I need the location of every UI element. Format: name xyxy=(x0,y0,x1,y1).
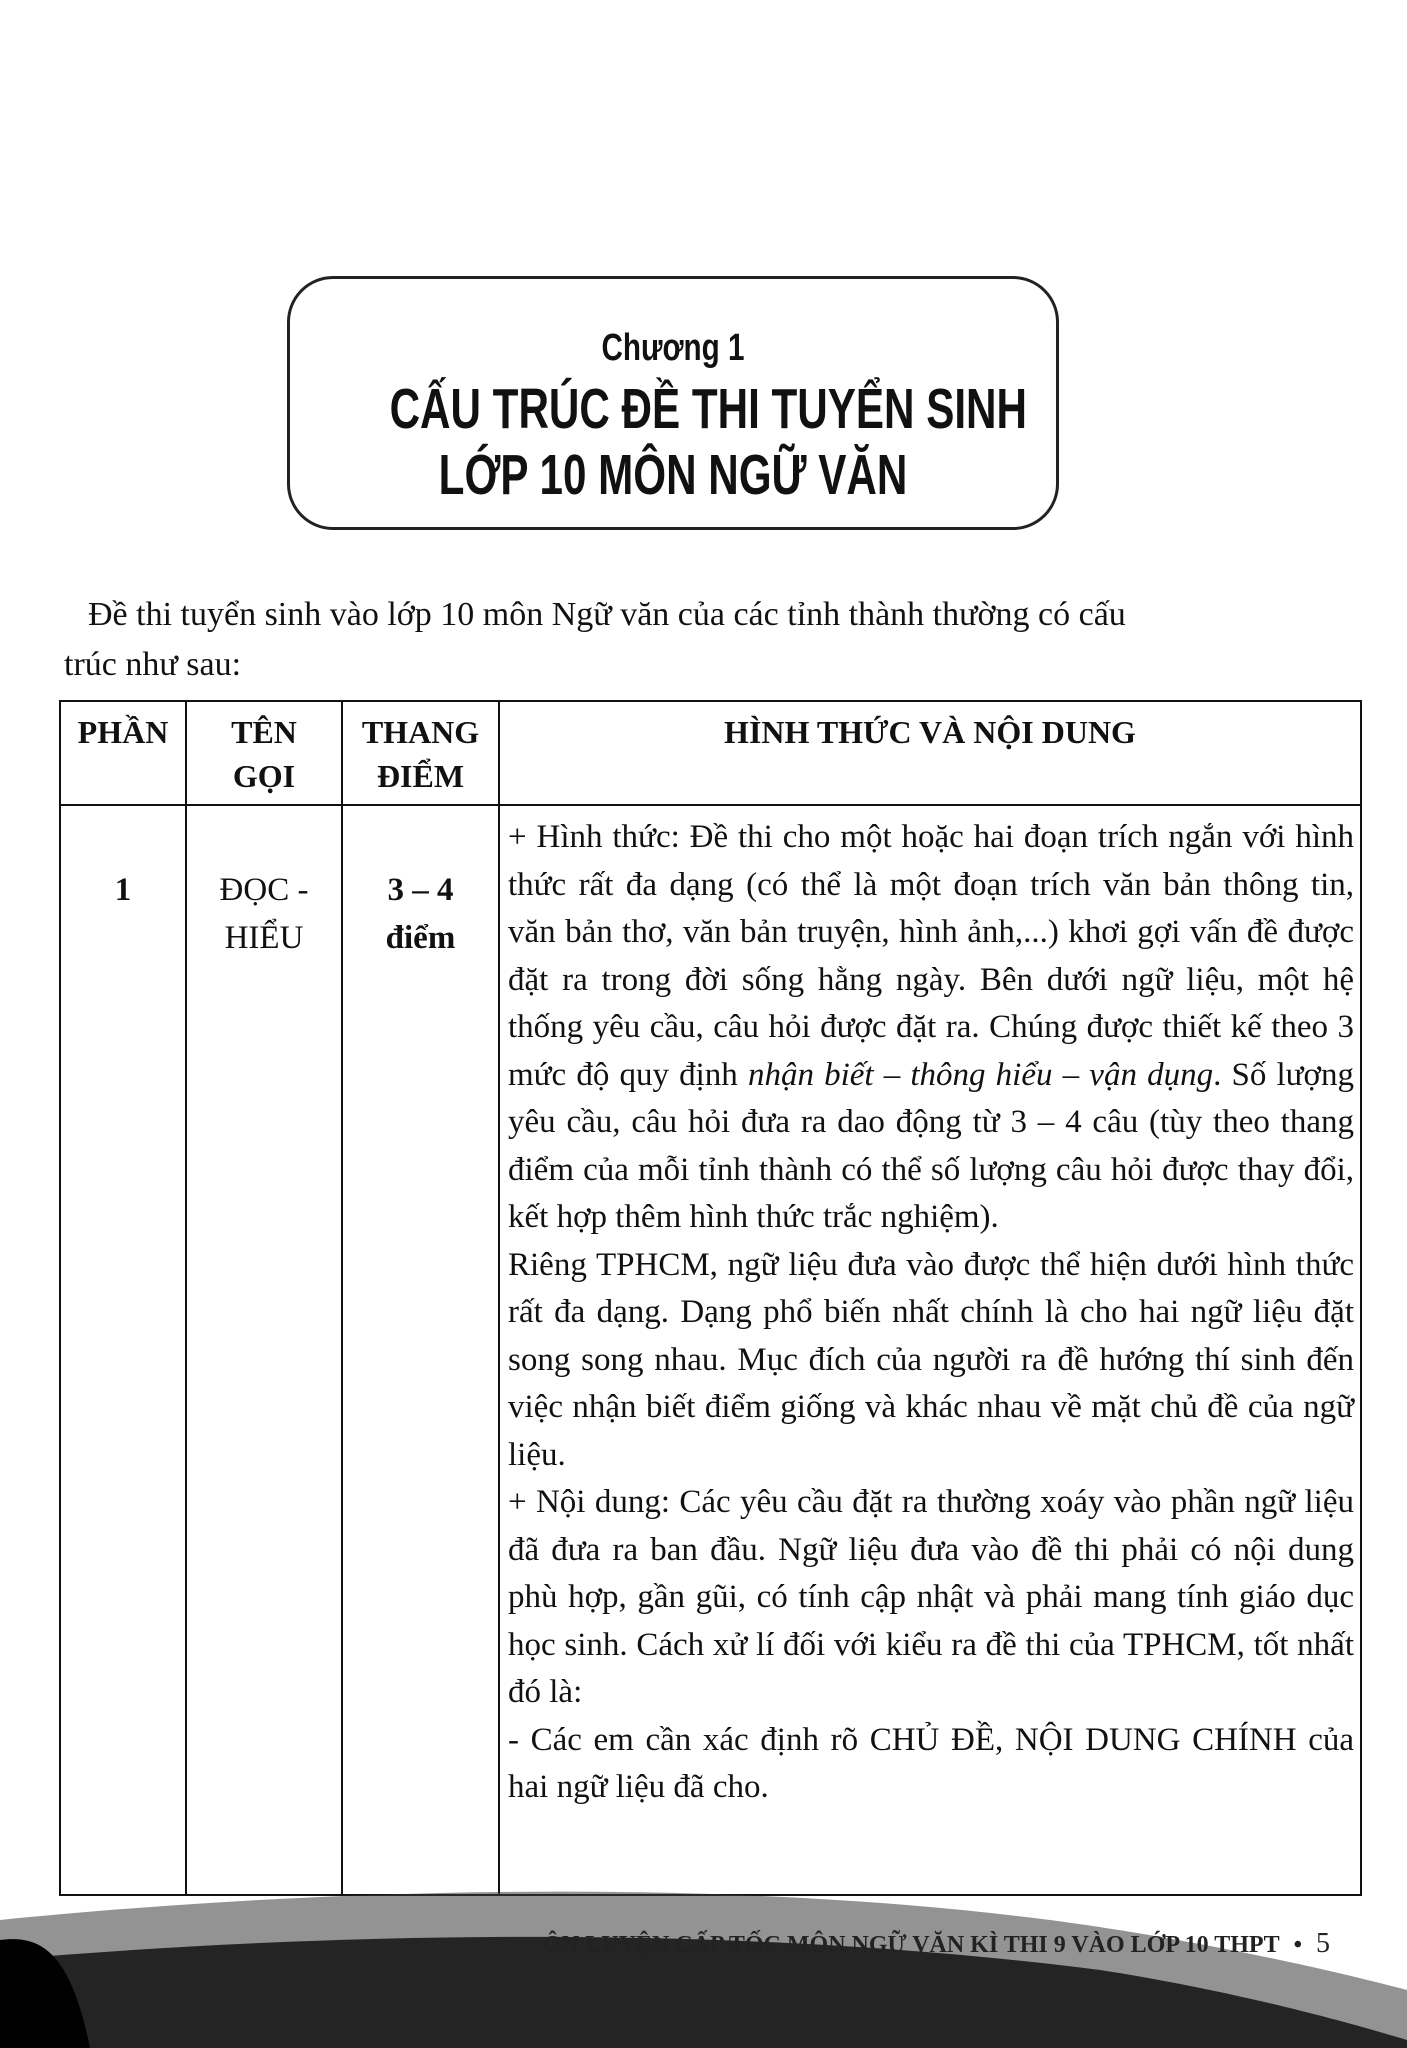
form-text-a: + Hình thức: Đề thi cho một hoặc hai đoạn trích ngắn với hình thức rất đa dạng (có thể là một đoạn trích văn bản thông tin, văn bản thơ, văn bản truyện, hình ảnh,...) khơi gợi vấn đề được đặt ra trong đời sống hằng ngày. Bên dưới ngữ liệu, một hệ thống yêu cầu, câu hỏi được đặt ra. Chúng được thiết kế theo 3 mức độ quy định xyxy=(508,819,1354,1093)
intro-line1: Đề thi tuyển sinh vào lớp 10 môn Ngữ văn của các tỉnh thành thường có cấu xyxy=(88,596,1126,633)
header-name xyxy=(186,701,342,805)
page-footer xyxy=(470,1928,1330,1960)
header-part: PHẦN xyxy=(60,701,186,805)
chapter-label: Chương 1 xyxy=(601,327,745,369)
row1-content xyxy=(499,805,1361,1895)
row1-score xyxy=(342,805,499,1895)
header-score xyxy=(342,701,499,805)
row1-score-line2: điểm xyxy=(385,920,456,956)
row1-name-line2: HIỂU xyxy=(224,920,304,956)
bullet-paragraph: - Các em cần xác định rõ CHỦ ĐỀ, NỘI DUNG CHÍNH của hai ngữ liệu đã cho. xyxy=(508,1721,1354,1805)
chapter-title-line2: LỚP 10 MÔN NGỮ VĂN xyxy=(438,443,908,507)
decorative-footer-swoosh xyxy=(0,1880,1407,2048)
table-row xyxy=(60,805,1361,1895)
table-header-row xyxy=(60,701,1361,805)
form-levels-italic: nhận biết – thông hiểu – vận dụng xyxy=(747,1056,1214,1093)
form-text-b: . Số lượng yêu cầu, câu hỏi đưa ra dao động từ 3 – 4 câu (tùy theo thang điểm của mỗi tỉnh thành có thể số lượng câu hỏi được thay đổi, kết hợp thêm hình thức trắc nghiệm). xyxy=(508,1056,1354,1235)
header-score-line2: ĐIỂM xyxy=(376,758,465,794)
chapter-title-line1: CẤU TRÚC ĐỀ THI TUYỂN SINH xyxy=(389,377,1027,441)
content-paragraph: + Nội dung: Các yêu cầu đặt ra thường xoáy vào phần ngữ liệu đã đưa ra ban đầu. Ngữ liệu đưa vào đề thi phải có nội dung phù hợp, gần gũi, có tính cập nhật và phải mang tính giáo dục học sinh. Cách xử lí đối với kiểu ra đề thi của TPHCM, tốt nhất đó là: xyxy=(508,1484,1354,1710)
row1-part: 1 xyxy=(60,805,186,1895)
row1-score-line1: 3 – 4 xyxy=(387,872,454,908)
exam-structure-table xyxy=(59,700,1362,1896)
chapter-title xyxy=(389,376,1027,508)
form-paragraph xyxy=(508,814,1354,1242)
row1-name-line1: ĐỌC - xyxy=(219,872,309,908)
footer-book-title: ÔN LUYỆN CẤP TỐC MÔN NGỮ VĂN KÌ THI 9 VÀO LỚP 10 THPT xyxy=(543,1932,1280,1958)
header-name-line1: TÊN xyxy=(231,714,297,750)
header-content: HÌNH THỨC VÀ NỘI DUNG xyxy=(499,701,1361,805)
page-number: 5 xyxy=(1316,1928,1330,1959)
row1-name xyxy=(186,805,342,1895)
chapter-heading-box xyxy=(287,276,1059,530)
header-name-line2: GỌI xyxy=(232,758,296,794)
header-score-line1: THANG xyxy=(361,714,480,750)
intro-paragraph xyxy=(64,590,1304,690)
intro-line2: trúc như sau: xyxy=(64,646,242,683)
footer-bullet: • xyxy=(1293,1932,1302,1958)
hcm-paragraph: Riêng TPHCM, ngữ liệu đưa vào được thể hiện dưới hình thức rất đa dạng. Dạng phổ biến nhất chính là cho hai ngữ liệu đặt song song nhau. Mục đích của người ra đề hướng thí sinh đến việc nhận biết điểm giống và khác nhau về mặt chủ đề của ngữ liệu. xyxy=(508,1246,1354,1473)
